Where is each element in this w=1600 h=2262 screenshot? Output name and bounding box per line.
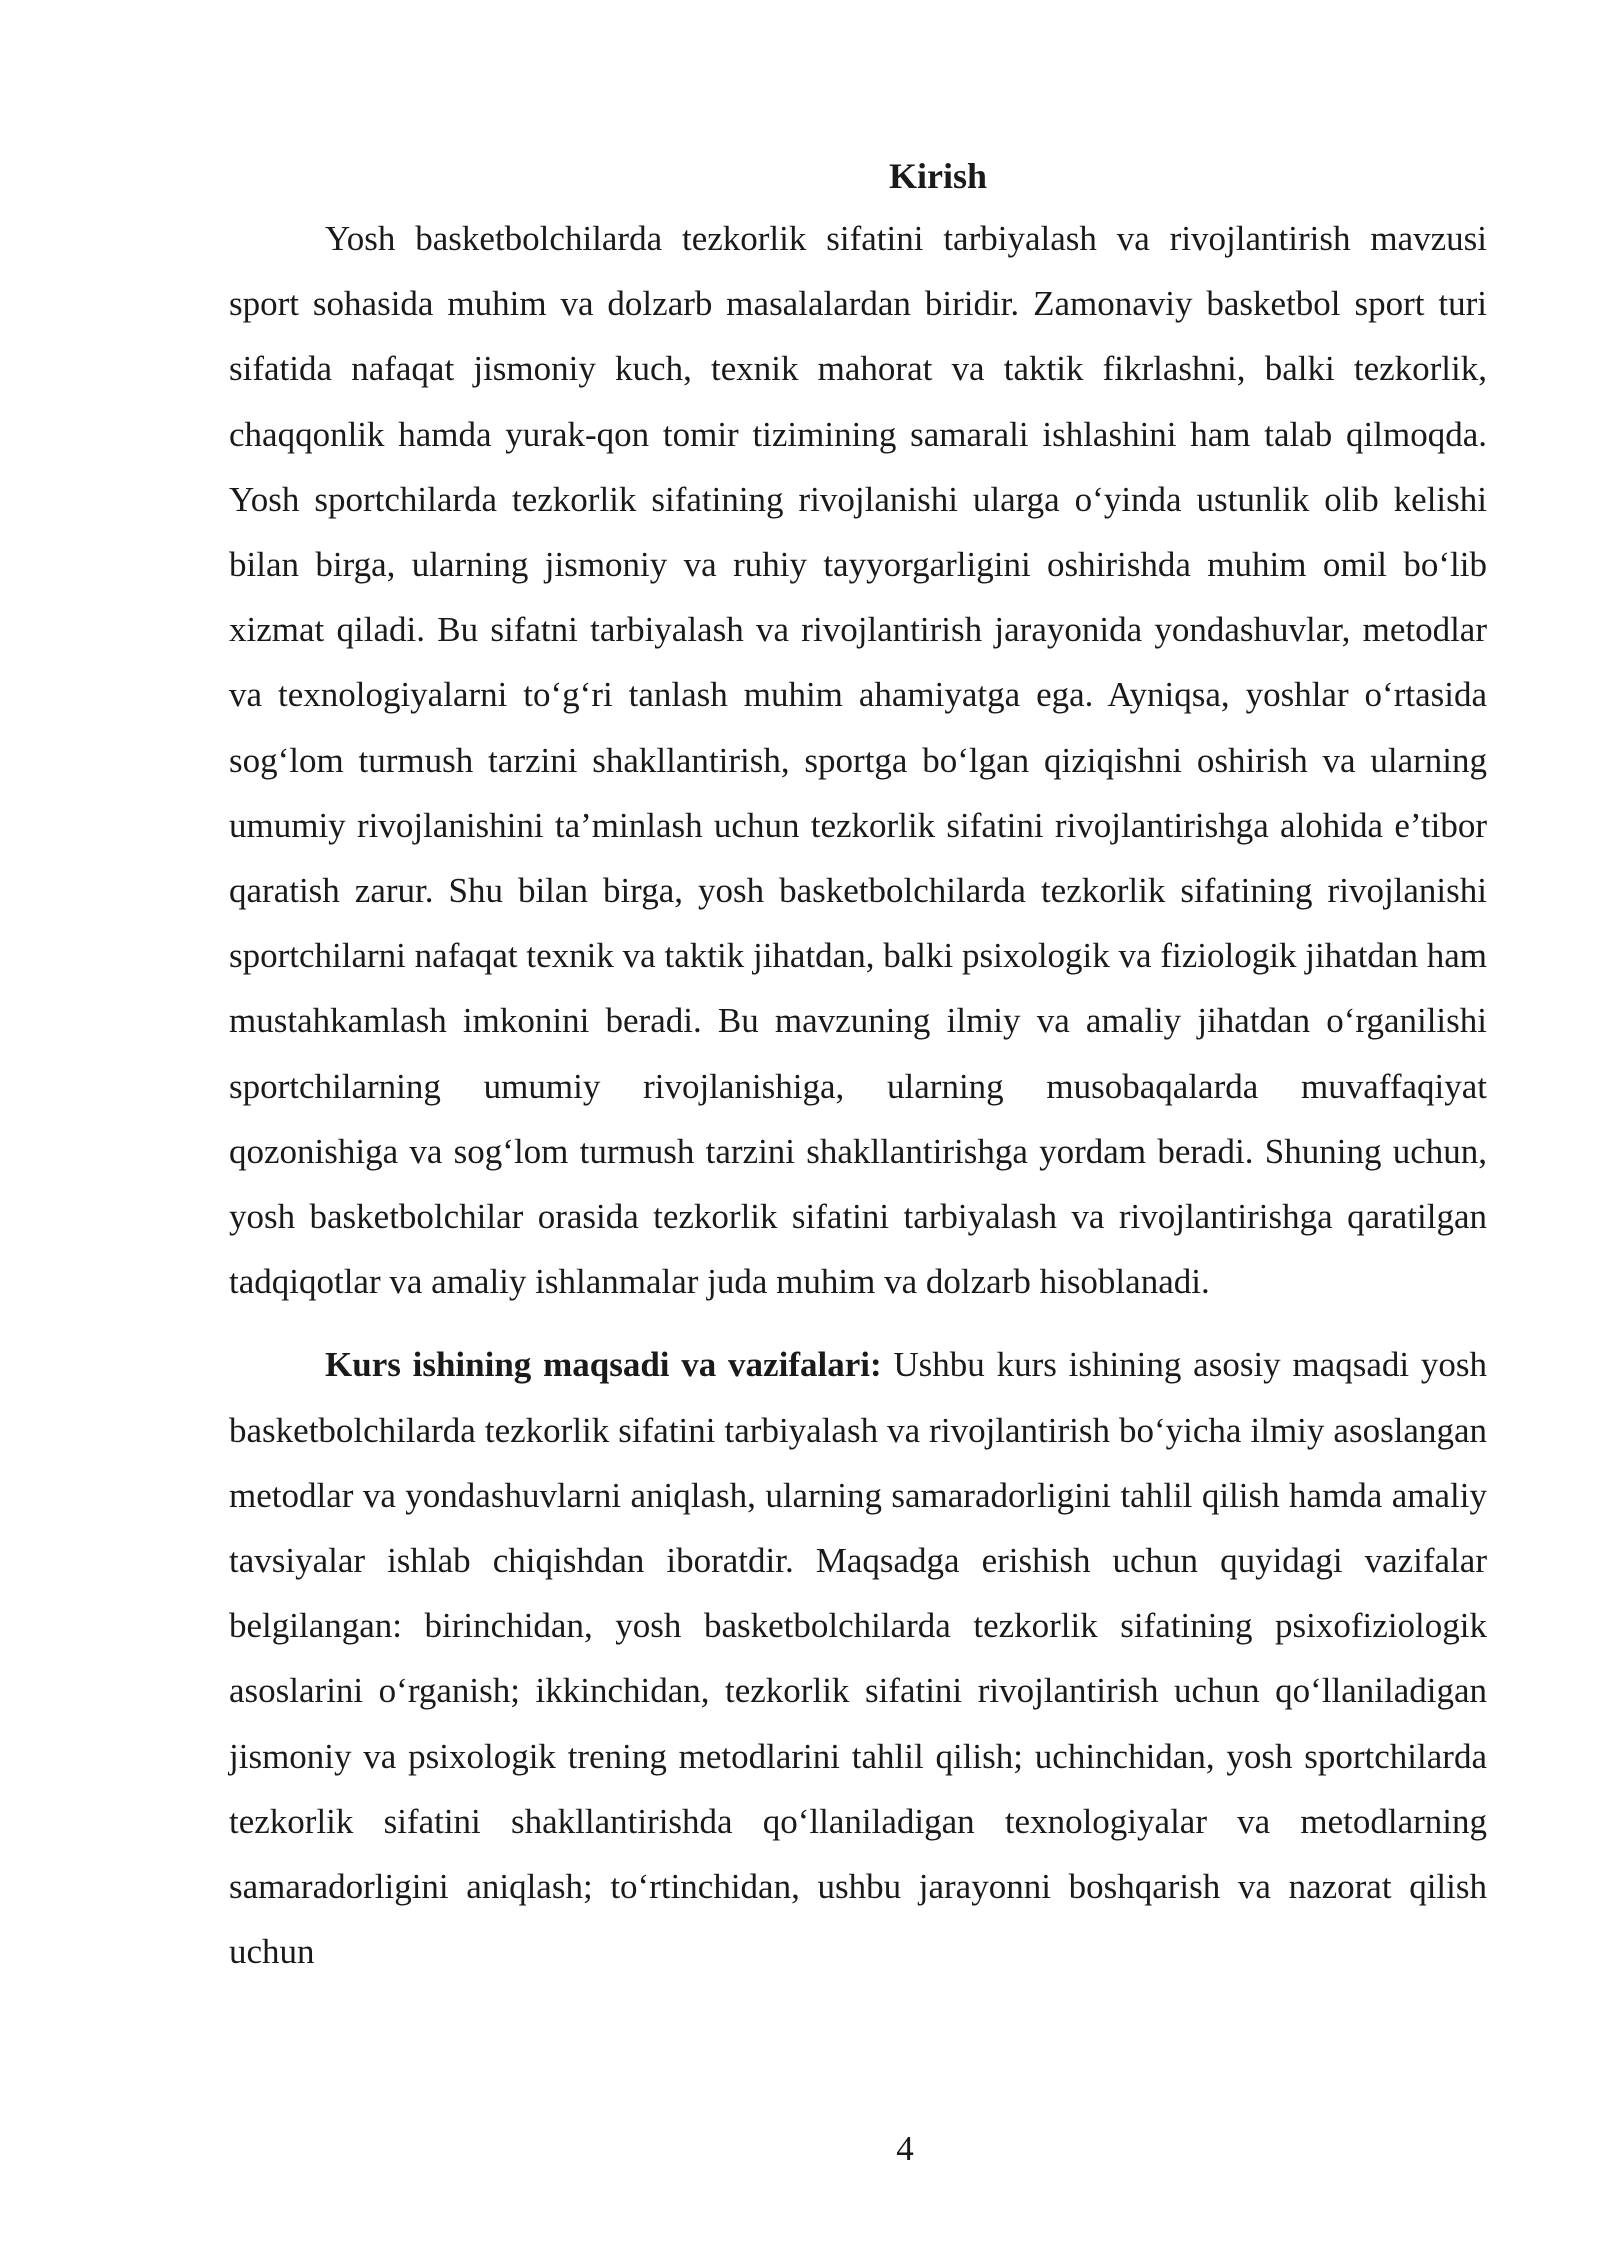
introduction-paragraph: Yosh basketbolchilarda tezkorlik sifatini tarbiyalash va rivojlantirish mavzusi sport sohasida muhim va dolzarb masalalardan biridir. Zamonaviy basketbol sport turi sifatida nafaqat jismoniy kuch, texnik mahorat va taktik fikrlashni, balki tezkorlik, chaqqonlik hamda yurak-qon tomir tizimining samarali ishlashini ham talab qilmoqda. Yosh sportchilarda tezkorlik sifatining rivojlanishi ularga o‘yinda ustunlik olib kelishi bilan birga, ularning jismoniy va ruhiy tayyorgarligini oshirishda muhim omil bo‘lib xizmat qiladi. Bu sifatni tarbiyalash va rivojlantirish jarayonida yondashuvlar, metodlar va texnologiyalarni to‘g‘ri tanlash muhim ahamiyatga ega. Ayniqsa, yoshlar o‘rtasida sog‘lom turmush tarzini shakllantirish, sportga bo‘lgan qiziqishni oshirish va ularning umumiy rivojlanishini ta’minlash uchun tezkorlik sifatini rivojlantirishga alohida e’tibor qaratish zarur. Shu bilan birga, yosh basketbolchilarda tezkorlik sifatining rivojlanishi sportchilarni nafaqat texnik va taktik jihatdan, balki psixologik va fiziologik jihatdan ham mustahkamlash imkonini beradi. Bu mavzuning ilmiy va amaliy jihatdan o‘rganilishi sportchilarning umumiy rivojlanishiga, ularning musobaqalarda muvaffaqiyat qozonishiga va sog‘lom turmush tarzini shakllantirishga yordam beradi. Shuning uchun, yosh basketbolchilar orasida tezkorlik sifatini tarbiyalash va rivojlantirishga qaratilgan tadqiqotlar va amaliy ishlanmalar juda muhim va dolzarb hisoblanadi. (229, 219, 1487, 1302)
section-heading: Kirish (888, 156, 987, 196)
goals-body-text: Ushbu kurs ishining asosiy maqsadi yosh basketbolchilarda tezkorlik sifatini tarbiyalash va rivojlantirish bo‘yicha ilmiy asoslangan metodlar va yondashuvlarni aniqlash, ularning samaradorligini tahlil qilish hamda amaliy tavsiyalar ishlab chiqishdan iboratdir. Maqsadga erishish uchun quyidagi vazifalar belgilangan: birinchidan, yosh basketbolchilarda tezkorlik sifatining psixofiziologik asoslarini o‘rganish; ikkinchidan, tezkorlik sifatini rivojlantirish uchun qo‘llaniladigan jismoniy va psixologik trening metodlarini tahlil qilish; uchinchidan, yosh sportchilarda tezkorlik sifatini shakllantirishda qo‘llaniladigan texnologiyalar va metodlarning samaradorligini aniqlash; to‘rtinchidan, ushbu jarayonni boshqarish va nazorat qilish uchun (229, 1345, 1487, 1972)
page-number: 4 (896, 2129, 914, 2168)
document-body (229, 148, 1487, 1984)
goals-lead-text: Kurs ishining maqsadi va vazifalari: (325, 1345, 882, 1385)
goals-paragraph (229, 1332, 1487, 1984)
